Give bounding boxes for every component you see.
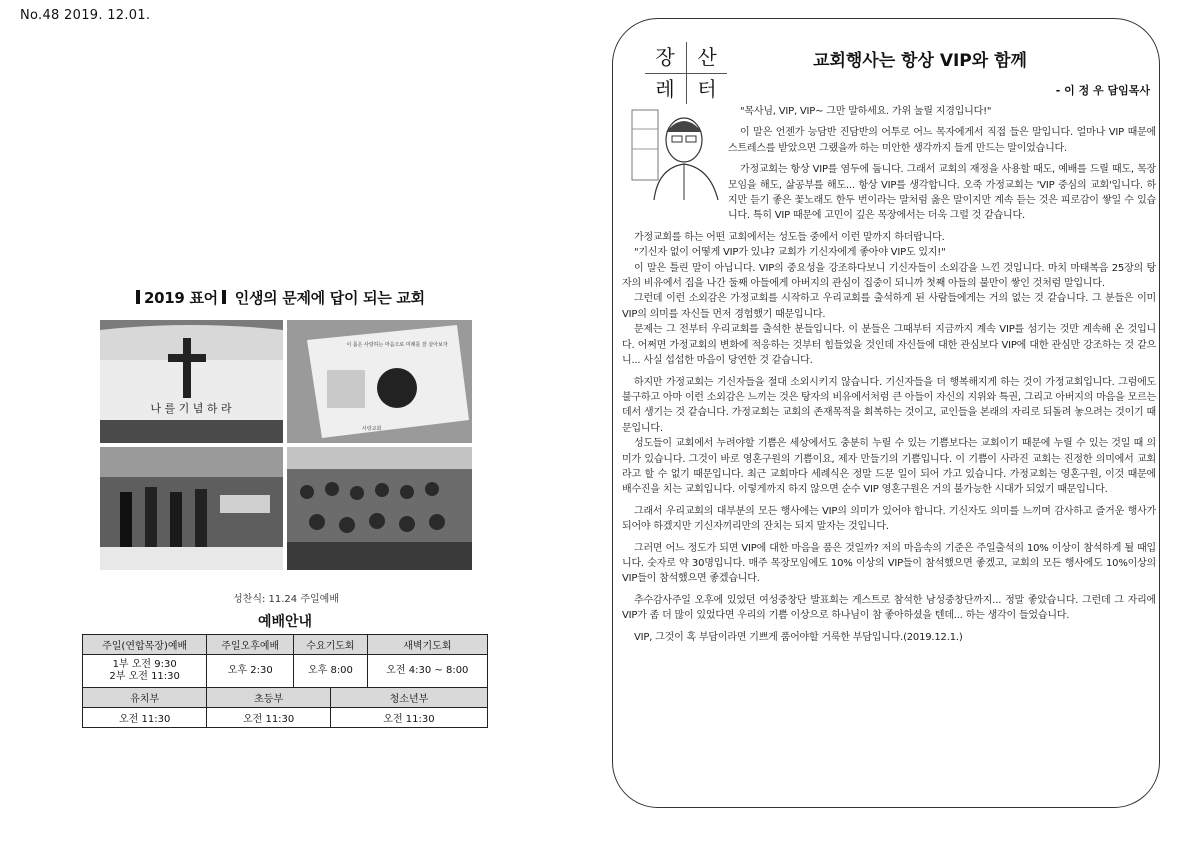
paragraph-9: 하지만 가정교회는 기신자들을 절대 소외시키지 않습니다. 기신자들을 더 행복해지게 하는 것이 가정교회입니다. 그럼에도 불구하고 아마 이런 소외감은 느끼는 것은 탕자의 비유에서처럼 큰 아들이 자신의 지위와 특권, 그리고 아버지의 마음을 모르는데서 생기는 것 같습니다. 가정교회는 교회의 존재목적을 회복하는 것이고, 교인들을 본래의 자리로 되돌려 놓으려는 것이기 때문입니다. — [622, 376, 1156, 434]
letter-body — [622, 104, 1156, 651]
worship-time-row — [83, 655, 488, 688]
paragraph-11: 그래서 우리교회의 대부분의 모든 행사에는 VIP의 의미가 있어야 합니다. 기신자도 의미를 느끼며 감사하고 즐거운 행사가 되어야 하겠지만 기신자끼리만의 잔치는 되지 말자는 것입니다. — [622, 505, 1156, 533]
paragraph-12: 그러면 어느 정도가 되면 VIP에 대한 마음을 품은 것일까? 저의 마음속의 기준은 주일출석의 10% 이상이 참석하게 될 때입니다. 숫자로 약 30명입니다. 매주 목장모임에도 10% 이상의 VIP들이 참석했으면 좋겠고, 교회의 모든 행사에도 10%이상의 VIP들이 참석했으면 좋겠습니다. — [622, 542, 1156, 585]
grid-char-3: 레 — [655, 77, 675, 101]
photo-collage — [100, 320, 472, 570]
paragraph-3: 가정교회는 항상 VIP를 염두에 둡니다. 그래서 교회의 재정을 사용할 때도, 예배를 드릴 때도, 목장모임을 해도, 삶공부를 해도... 항상 VIP를 생각합니다. 오죽 가정교회는 'VIP 중심의 교회'입니다. 하지만 듣기 좋은 꽃노래도 한두 번이라는 말처럼 옳은 말이지만 계속 듣는 것은 피로감이 쌓일 수 있습니다. 특히 VIP 때문에 고민이 깊은 목장에서는 더욱 그럴 것 같습니다. — [728, 164, 1156, 222]
card-logo: 사랑교회 — [362, 426, 382, 432]
paragraph-13: 추수감사주일 오후에 있었던 여성중창단 발표회는 게스트로 참석한 남성중창단까지... 정말 좋았습니다. 그런데 그 자리에 VIP가 좀 더 많이 있었다면 우리의 기쁨 이상으로 하나님이 참 좋아하셨을 텐데... 하는 생각이 들었습니다. — [622, 594, 1156, 622]
header-kindergarten: 유치부 — [83, 688, 207, 708]
motto-bar-right — [222, 290, 226, 304]
worship-info — [82, 611, 488, 728]
photo-congregation-seated — [287, 447, 472, 570]
paragraph-10: 성도들이 교회에서 누려야할 기쁨은 세상에서도 충분히 누릴 수 있는 기쁨보다는 교회이기 때문에 누릴 수 있는 것일 때 의미가 있습니다. 그것이 바로 영혼구원의 기쁨이요, 제자 만들기의 기쁨입니다. 이 기쁨이 사라진 교회는 진정한 의미에서 교회라고 할 수 없기 때문입니다. 최근 교회마다 세례식은 정말 드문 일이 되어 가고 있습니다. 가정교회는 영혼구원, 이것 때문에 배수진을 치는 교회입니다. 이렇게까지 하지 않으면 순수 VIP 영혼구원은 거의 불가능한 시대가 되었기 때문입니다. — [622, 438, 1156, 496]
paragraph-7: 그런데 이런 소외감은 가정교회를 시작하고 우리교회를 출석하게 된 사람들에게는 거의 없는 것 같습니다. 그 분들은 이미 VIP의 의미를 자신들 먼저 경험했기 때문입니다. — [622, 293, 1156, 320]
grid-char-4: 터 — [697, 77, 717, 101]
grid-divider-horizontal — [645, 73, 727, 74]
banner-text: 나 를 기 념 하 라 — [150, 402, 232, 415]
time-elementary: 오전 11:30 — [207, 708, 331, 728]
paragraph-8: 문제는 그 전부터 우리교회를 출석한 분들입니다. 이 분들은 그때부터 지금까지 계속 VIP를 섬기는 것만 계속해 온 것입니다. 어쩌면 가정교회의 변화에 적응하는 것부터 힘들었을 것인데 자신들에 대한 관심보다 VIP에 대한 관심만 강조하는 것 같으니... 사실 섭섭한 마음이 당연한 것 같습니다. — [622, 324, 1156, 367]
header-wednesday: 수요기도회 — [294, 635, 368, 655]
school-header-row — [83, 688, 488, 708]
card-text: 이 몸은 사랑하는 마음으로 미래를 잘 살아보자 — [346, 342, 448, 348]
communion-card-illustration — [287, 320, 472, 443]
paragraph-1: "목사님, VIP, VIP~ 그만 말하세요. 가위 눌릴 지경입니다!" — [740, 106, 992, 117]
time-wednesday: 오후 8:00 — [294, 655, 368, 688]
photo-communion-card — [287, 320, 472, 443]
school-time-row — [83, 708, 488, 728]
worship-table — [82, 634, 488, 728]
time-dawn: 오전 4:30 ~ 8:00 — [367, 655, 487, 688]
yearly-motto — [132, 287, 425, 308]
grid-char-2: 산 — [697, 45, 717, 69]
motto-bar-left — [136, 290, 140, 304]
letter-author: - 이 정 우 담임목사 — [1055, 84, 1150, 97]
photo-communion-table — [100, 320, 283, 443]
worship-header-row — [83, 635, 488, 655]
header-dawn: 새벽기도회 — [367, 635, 487, 655]
paragraph-2: 이 말은 언젠가 능담반 진담반의 어투로 어느 목자에게서 직접 들은 말입니다. 얼마나 VIP 때문에 스트레스를 받았으면 그랬을까 하는 미안한 생각까지 들게 만드는 말이었습니다. — [728, 127, 1156, 154]
issue-number: No.48 2019. 12.01. — [20, 8, 151, 23]
time-kindergarten: 오전 11:30 — [83, 708, 207, 728]
communion-table-illustration — [100, 320, 283, 443]
time-sunday-afternoon: 오후 2:30 — [207, 655, 294, 688]
header-sunday-afternoon: 주일오후예배 — [207, 635, 294, 655]
paragraph-4: 가정교회를 하는 어떤 교회에서는 성도들 중에서 이런 말까지 하더랍니다. — [634, 231, 945, 243]
header-youth: 청소년부 — [330, 688, 487, 708]
grid-char-1: 장 — [655, 45, 675, 69]
time-sunday: 1부 오전 9:30 2부 오전 11:30 — [83, 655, 207, 688]
photo-congregation-standing — [100, 447, 283, 570]
standing-congregation-illustration — [100, 447, 283, 570]
worship-title: 예배안내 — [257, 614, 313, 630]
seated-congregation-illustration — [287, 447, 472, 570]
paragraph-6: 이 말은 틀린 말이 아닙니다. VIP의 중요성을 강조하다보니 기신자들이 소외감을 느낀 것입니다. 마치 마태복음 25장의 탕자의 비유에서 집을 나간 둘째 아들에게 아버지의 관심이 집중이 되니까 첫째 아들의 불만이 쌓인 것처럼 말입니다. — [622, 262, 1156, 290]
time-youth: 오전 11:30 — [330, 708, 487, 728]
header-sunday: 주일(연합목장)예배 — [83, 635, 207, 655]
paragraph-14: VIP, 그것이 혹 부담이라면 기쁘게 품어야할 거룩한 부담입니다.(2019.12.1.) — [634, 631, 963, 643]
letter-title: 교회행사는 항상 VIP와 함께 — [813, 51, 1027, 71]
motto-text: 인생의 문제에 답이 되는 교회 — [234, 289, 425, 307]
photo-caption: 성찬식: 11.24 주일예배 — [233, 594, 339, 605]
header-elementary: 초등부 — [207, 688, 331, 708]
motto-label: 2019 표어 — [144, 289, 218, 307]
paragraph-5: "기신자 없이 어떻게 VIP가 있냐? 교회가 기신자에게 좋아야 VIP도 있지!" — [634, 247, 946, 259]
